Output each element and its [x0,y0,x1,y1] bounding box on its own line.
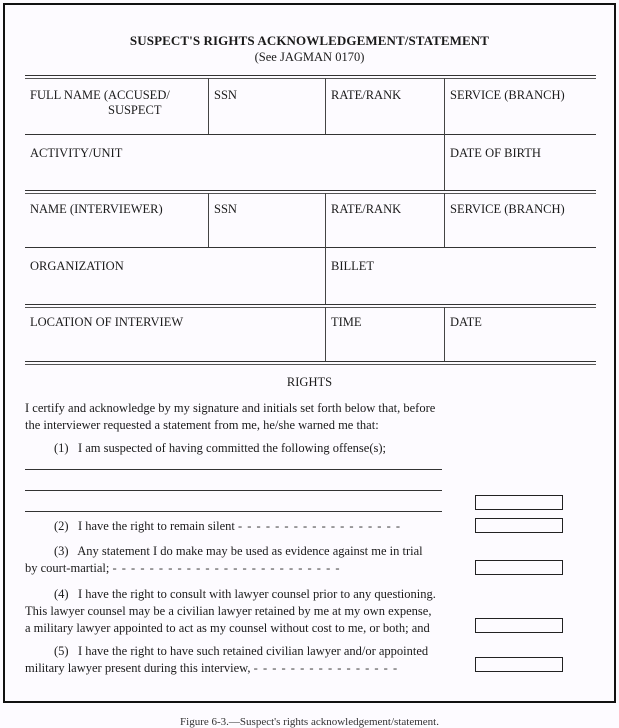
initials-box-2[interactable] [475,518,563,533]
right-item-5-number: (5) [54,644,69,658]
initials-box-4[interactable] [475,618,563,633]
rights-heading: RIGHTS [286,375,333,389]
figure-caption: Figure 6-3.—Suspect's rights acknowledgement/statement. [180,716,439,728]
column-divider [444,78,445,134]
column-divider [325,247,326,304]
right-item-4-number: (4) [54,587,69,601]
leader-dashes: - - - - - - - - - - - - - - - - [253,661,399,675]
column-divider [325,78,326,134]
form-title: SUSPECT'S RIGHTS ACKNOWLEDGEMENT/STATEMENT [129,33,490,48]
rights-intro-line2: the interviewer requested a statement from me, he/she warned me that: [25,418,379,432]
column-divider [325,193,326,247]
right-item-5-line2: military lawyer present during this interview, - - - - - - - - - - - - - - - - [25,661,399,675]
full-name-label-line2: SUSPECT [108,103,162,117]
interviewer-name-field[interactable]: NAME (INTERVIEWER) [30,202,163,216]
right-item-3-text: Any statement I do make may be used as evidence against me in trial [77,544,423,558]
row-divider [25,134,596,135]
activity-unit-field[interactable]: ACTIVITY/UNIT [30,146,123,160]
right-item-1 [54,440,386,457]
right-item-3-number: (3) [54,544,69,558]
right-item-4-line2: This lawyer counsel may be a civilian lawyer retained by me at my own expense, [25,604,432,618]
right-item-4-line1 [54,586,436,603]
right-item-5-text: I have the right to have such retained civilian lawyer and/or appointed [77,644,429,658]
right-item-2-number: (2) [54,519,69,533]
row-divider-double [25,304,596,308]
date-of-birth-field[interactable]: DATE OF BIRTH [450,146,541,160]
initials-box-5[interactable] [475,657,563,672]
row-divider-double [25,190,596,194]
suspect-ssn-field[interactable]: SSN [214,88,237,102]
table-bottom-rule [25,361,596,365]
initials-box-3[interactable] [475,560,563,575]
organization-field[interactable]: ORGANIZATION [30,259,124,273]
right-item-1-text: I am suspected of having committed the following offense(s); [77,441,386,455]
billet-field[interactable]: BILLET [331,259,375,273]
offense-line-2[interactable] [25,490,442,491]
row-divider [25,247,596,248]
initials-box-1[interactable] [475,495,563,510]
column-divider [208,78,209,134]
offense-line-1[interactable] [25,469,442,470]
right-item-3-line1 [54,543,423,560]
interviewer-ssn-field[interactable]: SSN [214,202,237,216]
offense-line-3[interactable] [25,511,442,512]
right-item-4-line3: a military lawyer appointed to act as my counsel without cost to me, or both; and [25,621,430,635]
column-divider [208,193,209,247]
form-subtitle: (See JAGMAN 0170) [254,50,365,64]
right-item-1-number: (1) [54,441,69,455]
leader-dashes: - - - - - - - - - - - - - - - - - - [237,519,402,533]
column-divider [444,193,445,247]
location-of-interview-field[interactable]: LOCATION OF INTERVIEW [30,315,184,329]
full-name-label-line1: FULL NAME (ACCUSED/ [30,88,170,102]
full-name-accused-field[interactable] [30,88,170,118]
right-item-3-line2: by court-martial; - - - - - - - - - - - - - - - - - - - - - - - - - [25,561,341,575]
time-field[interactable]: TIME [331,315,362,329]
right-item-5-line1 [54,643,428,660]
suspect-rate-rank-field[interactable]: RATE/RANK [331,88,402,102]
leader-dashes: - - - - - - - - - - - - - - - - - - - - - - - - - [112,561,341,575]
suspect-service-branch-field[interactable]: SERVICE (BRANCH) [450,88,565,102]
right-item-2 [54,518,401,535]
interviewer-service-branch-field[interactable]: SERVICE (BRANCH) [450,202,565,216]
date-field[interactable]: DATE [450,315,482,329]
right-item-2-text: I have the right to remain silent [77,519,235,533]
right-item-4-text: I have the right to consult with lawyer counsel prior to any questioning. [77,587,436,601]
column-divider [444,307,445,361]
rights-intro-line1: I certify and acknowledge by my signature and initials set forth below that, before [25,401,436,415]
column-divider [444,134,445,190]
column-divider [325,307,326,361]
table-top-rule [25,75,596,79]
interviewer-rate-rank-field[interactable]: RATE/RANK [331,202,402,216]
